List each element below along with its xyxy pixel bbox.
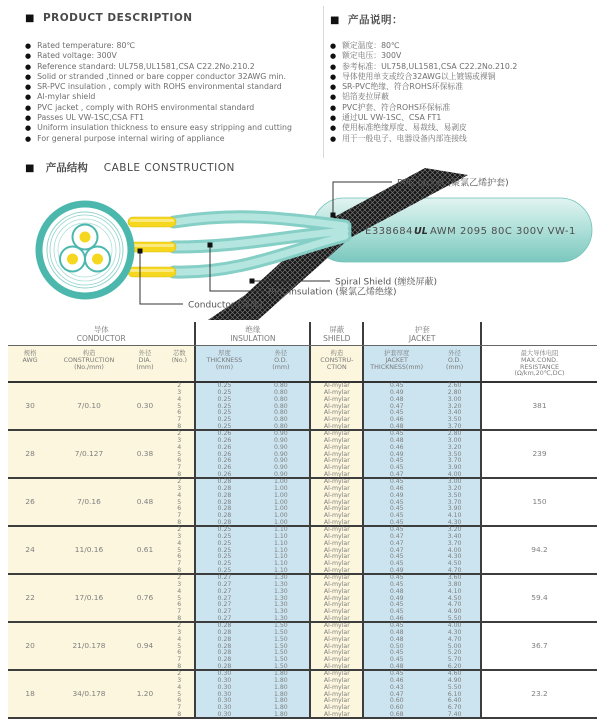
cell-awg: 28	[8, 431, 52, 477]
cell-jacket-od: 3.60 3.80 4.10 4.50 4.70 4.90 5.50	[429, 575, 482, 621]
cell-ins-od: 1.80 1.80 1.80 1.80 1.80 1.80 1.80	[252, 671, 311, 717]
bullet-item: ● Rated voltage: 300V	[25, 51, 325, 61]
table-row	[8, 431, 597, 479]
cell-ins-thickness: 0.30 0.30 0.30 0.30 0.30 0.30 0.30	[196, 671, 252, 717]
cell-jacket-od: 3.20 3.40 3.70 4.00 4.30 4.50 4.70	[429, 527, 482, 573]
bullet-item: ● 额定电压：300V	[330, 51, 600, 61]
product-description-title-zh: ■ 产品说明：	[330, 12, 403, 27]
cell-cores: 2 3 4 5 6 7 8	[164, 431, 196, 477]
bullet-item: ● 参考标准：UL758,UL1581,CSA C22.2No.210.2	[330, 62, 600, 72]
cell-awg: 26	[8, 479, 52, 525]
cell-awg: 18	[8, 671, 52, 717]
cell-dia: 0.61	[126, 527, 164, 573]
cell-construction: 17/0.16	[52, 575, 126, 621]
col-jacket-thickness: 护套厚度 JACKET THICKNESS(mm)	[364, 346, 429, 381]
bullet-item: ● 通过UL VW-1SC、CSA FT1	[330, 113, 600, 123]
cell-awg: 24	[8, 527, 52, 573]
cell-ins-thickness: 0.26 0.26 0.26 0.26 0.26 0.26 0.26	[196, 431, 252, 477]
cell-shield: Al-mylar Al-mylar Al-mylar Al-mylar Al-mylar Al-mylar Al-mylar	[311, 431, 364, 477]
cable-construction-diagram	[0, 168, 603, 323]
ul-mark-icon: UL	[414, 226, 428, 237]
cell-jacket-od: 2.80 3.00 3.20 3.50 3.70 3.90 4.00	[429, 431, 482, 477]
cell-jacket-thickness: 0.45 0.48 0.48 0.50 0.45 0.45 0.48	[364, 623, 429, 669]
col-jacket-od: 外径 O.D. (mm)	[429, 346, 482, 381]
cell-jacket-od: 4.60 4.90 5.50 6.10 6.40 6.70 7.40	[429, 671, 482, 717]
cell-ins-od: 1.10 1.10 1.10 1.10 1.10 1.10 1.10	[252, 527, 311, 573]
cell-ins-od: 1.50 1.50 1.50 1.50 1.50 1.50 1.50	[252, 623, 311, 669]
cell-shield: Al-mylar Al-mylar Al-mylar Al-mylar Al-mylar Al-mylar Al-mylar	[311, 479, 364, 525]
group-shield: 屏蔽 SHIELD	[311, 322, 364, 345]
table-row	[8, 479, 597, 527]
product-description-list-zh	[330, 41, 600, 144]
cell-construction: 34/0.178	[52, 671, 126, 717]
label-conductor: Conductor (导体)	[188, 300, 263, 311]
cell-ins-thickness: 0.28 0.28 0.28 0.28 0.28 0.28 0.28	[196, 479, 252, 525]
cell-resistance: 94.2	[482, 527, 597, 573]
cell-dia: 0.76	[126, 575, 164, 621]
cell-awg: 20	[8, 623, 52, 669]
cell-cores: 2 3 4 5 6 7 8	[164, 383, 196, 429]
cell-ins-od: 1.30 1.30 1.30 1.30 1.30 1.30 1.30	[252, 575, 311, 621]
bullet-item: ● Solid or stranded ,tinned or bare copper conductor 32AWG min.	[25, 72, 325, 82]
cell-jacket-thickness: 0.45 0.48 0.46 0.49 0.45 0.45 0.47	[364, 431, 429, 477]
cell-resistance: 23.2	[482, 671, 597, 717]
col-dia: 外径 DIA. (mm)	[126, 346, 164, 381]
cable-print-cert: E338684	[365, 226, 413, 237]
cable-construction-title-zh: 产品结构	[45, 162, 88, 174]
col-shield-construction: 构造 CONSTRU- CTION	[311, 346, 364, 381]
cell-jacket-thickness: 0.45 0.45 0.48 0.49 0.45 0.45 0.46	[364, 575, 429, 621]
cell-cores: 2 3 4 5 6 7 8	[164, 623, 196, 669]
bullet-item: ● 额定温度：80℃	[330, 41, 600, 51]
col-resistance: 最大导体电阻 MAX.COND. RESISTANCE (Ω/km,20℃,DC)	[482, 346, 597, 381]
col-awg: 规格 AWG	[8, 346, 52, 381]
cell-shield: Al-mylar Al-mylar Al-mylar Al-mylar Al-mylar Al-mylar Al-mylar	[311, 575, 364, 621]
cell-dia: 0.38	[126, 431, 164, 477]
col-cores: 芯数 (No.)	[164, 346, 196, 381]
col-ins-thickness: 厚度 THICKNESS (mm)	[196, 346, 252, 381]
table-row	[8, 527, 597, 575]
cell-dia: 1.20	[126, 671, 164, 717]
cell-construction: 7/0.127	[52, 431, 126, 477]
label-pvc-insulation: PVC insulation (聚氯乙烯绝缘)	[268, 287, 397, 298]
product-description-title: ■ PRODUCT DESCRIPTION	[25, 12, 193, 24]
cable-construction-title-en: CABLE CONSTRUCTION	[103, 162, 235, 174]
cell-dia: 0.94	[126, 623, 164, 669]
group-resistance-spacer	[482, 322, 597, 345]
cell-resistance: 150	[482, 479, 597, 525]
cell-cores: 2 3 4 5 6 7 8	[164, 575, 196, 621]
cell-dia: 0.48	[126, 479, 164, 525]
cell-awg: 30	[8, 383, 52, 429]
table-row	[8, 623, 597, 671]
table-row	[8, 383, 597, 431]
cell-cores: 2 3 4 5 6 7 8	[164, 671, 196, 717]
bullet-item: ● For general purpose internal wiring of appliance	[25, 134, 325, 144]
cell-ins-od: 1.00 1.00 1.00 1.00 1.00 1.00 1.00	[252, 479, 311, 525]
cell-dia: 0.30	[126, 383, 164, 429]
bullet-item: ● 使用标准绝缘厚度、易裁线、易剥皮	[330, 123, 600, 133]
label-spiral-shield: Spiral Shield (缠绕屏蔽)	[335, 277, 438, 288]
cell-resistance: 59.4	[482, 575, 597, 621]
cell-jacket-thickness: 0.45 0.46 0.43 0.47 0.60 0.60 0.68	[364, 671, 429, 717]
cell-awg: 22	[8, 575, 52, 621]
cable-print-spec: AWM 2095 80C 300V VW-1	[430, 226, 576, 237]
cell-ins-thickness: 0.28 0.28 0.28 0.28 0.28 0.28 0.28	[196, 623, 252, 669]
table-sub-header	[8, 346, 597, 383]
product-description-list	[25, 41, 325, 144]
bullet-item: ● Rated temperature: 80℃	[25, 41, 325, 51]
cell-construction: 7/0.10	[52, 383, 126, 429]
bullet-item: ● Al-mylar shield	[25, 92, 325, 102]
cell-construction: 21/0.178	[52, 623, 126, 669]
cell-cores: 2 3 4 5 6 7 8	[164, 527, 196, 573]
bullet-item: ● Uniform insulation thickness to ensure easy stripping and cutting	[25, 123, 325, 133]
bullet-item: ● SR-PVC绝缘、符合ROHS环保标准	[330, 82, 600, 92]
bullet-item: ● SR-PVC insulation , comply with ROHS environmental standard	[25, 82, 325, 92]
cell-ins-od: 0.90 0.90 0.90 0.90 0.90 0.90 0.90	[252, 431, 311, 477]
cell-jacket-thickness: 0.45 0.46 0.49 0.45 0.45 0.45 0.45	[364, 479, 429, 525]
cell-cores: 2 3 4 5 6 7 8	[164, 479, 196, 525]
cell-shield: Al-mylar Al-mylar Al-mylar Al-mylar Al-mylar Al-mylar Al-mylar	[311, 527, 364, 573]
table-group-header	[8, 322, 597, 346]
cell-jacket-thickness: 0.45 0.47 0.47 0.47 0.45 0.45 0.49	[364, 527, 429, 573]
cell-ins-thickness: 0.25 0.25 0.25 0.25 0.25 0.25 0.25	[196, 527, 252, 573]
bullet-item: ● 用于一般电子、电器设备内部连接线	[330, 134, 600, 144]
cell-ins-od: 0.80 0.80 0.80 0.80 0.80 0.80 0.80	[252, 383, 311, 429]
cable-cross-section	[39, 204, 131, 296]
cell-construction: 7/0.16	[52, 479, 126, 525]
bullet-item: ● PVC jacket , comply with ROHS environmental standard	[25, 103, 325, 113]
cell-jacket-od: 4.00 4.30 4.70 5.00 5.20 5.70 6.20	[429, 623, 482, 669]
cell-shield: Al-mylar Al-mylar Al-mylar Al-mylar Al-mylar Al-mylar Al-mylar	[311, 383, 364, 429]
cell-resistance: 239	[482, 431, 597, 477]
col-ins-od: 外径 O.D. (mm)	[252, 346, 311, 381]
cell-shield: Al-mylar Al-mylar Al-mylar Al-mylar Al-mylar Al-mylar Al-mylar	[311, 623, 364, 669]
bullet-item: ● PVC护套、符合ROHS环保标准	[330, 103, 600, 113]
cell-jacket-od: 3.00 3.20 3.50 3.70 3.90 4.10 4.30	[429, 479, 482, 525]
table-body	[8, 383, 597, 719]
cell-ins-thickness: 0.25 0.25 0.25 0.25 0.25 0.25 0.25	[196, 383, 252, 429]
group-insulation: 绝缘 INSULATION	[196, 322, 311, 345]
label-pvc-jacket: PVC Jacket (聚氯乙烯护套)	[397, 178, 509, 189]
table-row	[8, 671, 597, 719]
table-row	[8, 575, 597, 623]
cell-ins-thickness: 0.27 0.27 0.27 0.27 0.27 0.27 0.27	[196, 575, 252, 621]
column-divider	[323, 6, 324, 158]
bullet-item: ● Passes UL VW-1SC,CSA FT1	[25, 113, 325, 123]
cell-construction: 11/0.16	[52, 527, 126, 573]
col-construction: 构造 CONSTRUCTION (No./mm)	[52, 346, 126, 381]
cell-jacket-od: 2.60 2.80 3.00 3.20 3.40 3.50 3.70	[429, 383, 482, 429]
bullet-item: ● 铝箔麦拉屏蔽	[330, 92, 600, 102]
bullet-item: ● Reference standard: UL758,UL1581,CSA C22.2No.210.2	[25, 62, 325, 72]
bullet-item: ● 导体使用单支或绞合32AWG以上镀锡或裸铜	[330, 72, 600, 82]
group-jacket: 护套 JACKET	[364, 322, 482, 345]
cell-shield: Al-mylar Al-mylar Al-mylar Al-mylar Al-mylar Al-mylar Al-mylar	[311, 671, 364, 717]
bare-conductors-graphic	[128, 217, 176, 277]
cell-resistance: 381	[482, 383, 597, 429]
cell-jacket-thickness: 0.45 0.49 0.48 0.47 0.45 0.46 0.48	[364, 383, 429, 429]
group-conductor: 导体 CONDUCTOR	[8, 322, 196, 345]
specification-table	[8, 322, 597, 719]
cell-resistance: 36.7	[482, 623, 597, 669]
